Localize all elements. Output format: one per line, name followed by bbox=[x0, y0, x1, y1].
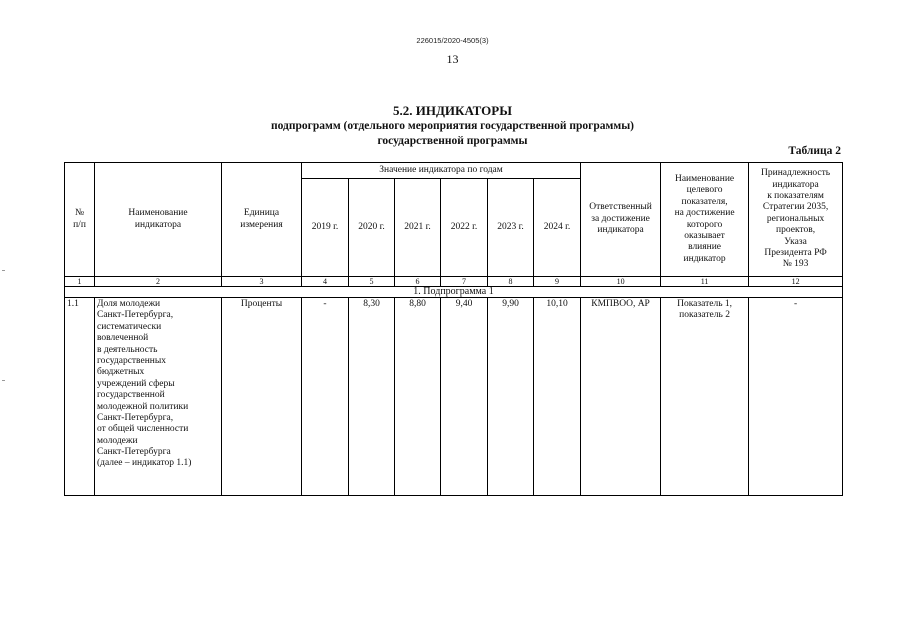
header-responsible: Ответственный за достижение индикатора bbox=[581, 163, 661, 277]
column-number: 6 bbox=[395, 277, 441, 287]
header-values-by-year: Значение индикатора по годам bbox=[302, 163, 581, 179]
page-number: 13 bbox=[446, 52, 459, 66]
header-year-2020: 2020 г. bbox=[349, 179, 395, 277]
row-belonging: - bbox=[749, 298, 843, 496]
table-label: Таблица 2 bbox=[788, 145, 841, 157]
indicators-table bbox=[64, 162, 843, 496]
table-row bbox=[65, 298, 843, 496]
section-subtitle-line1: подпрограмм (отдельного мероприятия государственной программы) bbox=[271, 120, 634, 132]
header-year-2022: 2022 г. bbox=[441, 179, 488, 277]
column-number: 9 bbox=[534, 277, 581, 287]
subprogram-row bbox=[65, 287, 843, 298]
column-number: 3 bbox=[222, 277, 302, 287]
row-value-2023: 9,90 bbox=[488, 298, 534, 496]
header-target-indicator: Наименование целевого показателя, на достижение которого оказывает влияние индикатор bbox=[661, 163, 749, 277]
column-number: 4 bbox=[302, 277, 349, 287]
header-indicator-name: Наименование индикатора bbox=[95, 163, 222, 277]
header-year-2019: 2019 г. bbox=[302, 179, 349, 277]
column-number: 11 bbox=[661, 277, 749, 287]
row-value-2022: 9,40 bbox=[441, 298, 488, 496]
row-target-indicator: Показатель 1, показатель 2 bbox=[661, 298, 749, 496]
column-number-row bbox=[65, 277, 843, 287]
column-number: 12 bbox=[749, 277, 843, 287]
row-value-2020: 8,30 bbox=[349, 298, 395, 496]
column-number: 10 bbox=[581, 277, 661, 287]
column-number: 8 bbox=[488, 277, 534, 287]
row-value-2024: 10,10 bbox=[534, 298, 581, 496]
section-title: 5.2. ИНДИКАТОРЫ bbox=[392, 103, 513, 118]
header-year-2023: 2023 г. bbox=[488, 179, 534, 277]
row-value-2019: - bbox=[302, 298, 349, 496]
header-unit: Единица измерения bbox=[222, 163, 302, 277]
header-num: № п/п bbox=[65, 163, 95, 277]
row-indicator-name: Доля молодежи Санкт-Петербурга, систематически вовлеченной в деятельность государственных бюджетных учреждений сферы государственной молодежной политики Санкт-Петербурга, от общей численности молодежи Санкт-Петербурга (далее – индикатор 1.1) bbox=[95, 298, 222, 496]
subprogram-label: 1. Подпрограмма 1 bbox=[65, 287, 843, 298]
row-num: 1.1 bbox=[65, 298, 95, 496]
column-number: 7 bbox=[441, 277, 488, 287]
column-number: 5 bbox=[349, 277, 395, 287]
document-number: 226015/2020-4505(3) bbox=[416, 36, 489, 45]
row-value-2021: 8,80 bbox=[395, 298, 441, 496]
section-subtitle-line2: государственной программы bbox=[377, 135, 528, 147]
header-year-2021: 2021 г. bbox=[395, 179, 441, 277]
header-belonging: Принадлежность индикатора к показателям Стратегии 2035, региональных проектов, Указа Президента РФ № 193 bbox=[749, 163, 843, 277]
column-number: 2 bbox=[95, 277, 222, 287]
scan-edge-mark bbox=[2, 270, 5, 271]
row-responsible: КМПВОО, АР bbox=[581, 298, 661, 496]
scan-edge-mark bbox=[2, 380, 5, 381]
column-number: 1 bbox=[65, 277, 95, 287]
header-year-2024: 2024 г. bbox=[534, 179, 581, 277]
row-unit: Проценты bbox=[222, 298, 302, 496]
